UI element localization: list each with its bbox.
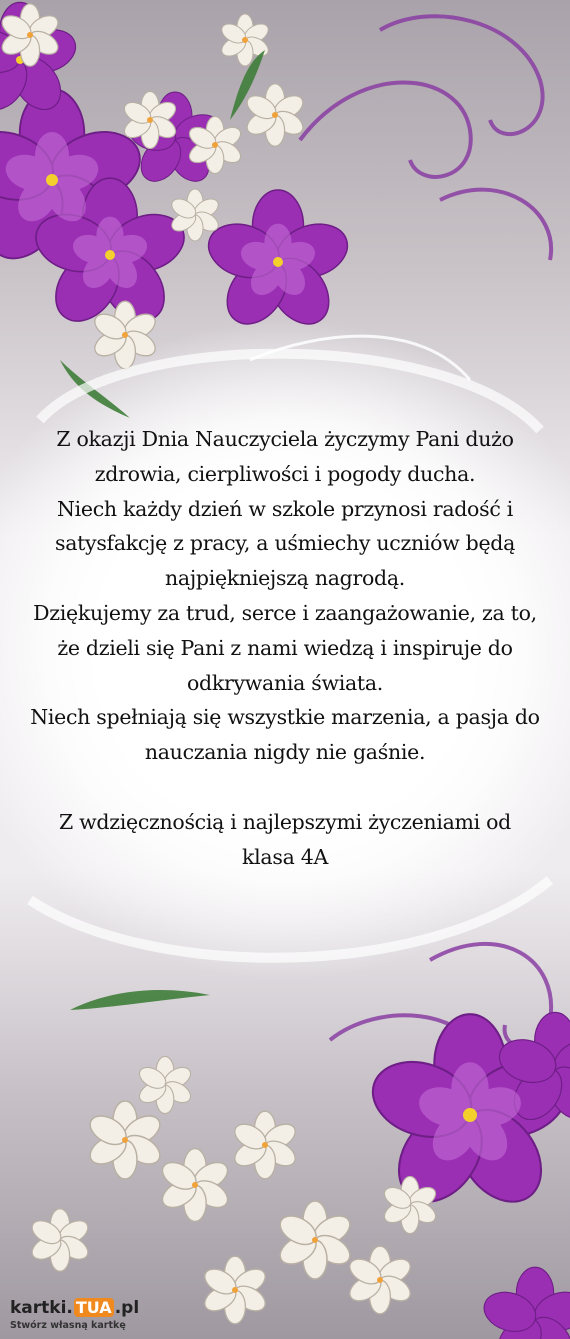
message-paragraph: Niech każdy dzień w szkole przynosi radość i satysfakcję z pracy, a uśmiechy uczniów będą najpiękniejszą nagrodą. [54,496,516,591]
site-logo[interactable] [4,1296,140,1338]
message-paragraph: Dziękujemy za trud, serce i zaangażowanie, za to, że dzieli się Pani z nami wiedzą i inspiruje do odkrywania świata. [33,600,537,695]
message-signature: Z wdzięcznością i najlepszymi życzeniami od klasa 4A [59,809,511,869]
logo-suffix: .pl [114,1298,140,1318]
logo-highlight: TUA [75,1298,112,1317]
paragraph-spacer [30,770,540,805]
swirl-icon [250,16,551,380]
logo-tagline: Stwórz własną kartkę [10,1320,126,1331]
message-paragraph: Niech spełniają się wszystkie marzenia, a pasja do nauczania nigdy nie gaśnie. [30,705,540,765]
logo-wordmark [10,1298,139,1318]
logo-prefix: kartki. [10,1298,73,1318]
message-paragraph: Z okazji Dnia Nauczyciela życzymy Pani dużo zdrowia, cierpliwości i pogody ducha. [56,427,514,486]
greeting-message [30,422,540,874]
